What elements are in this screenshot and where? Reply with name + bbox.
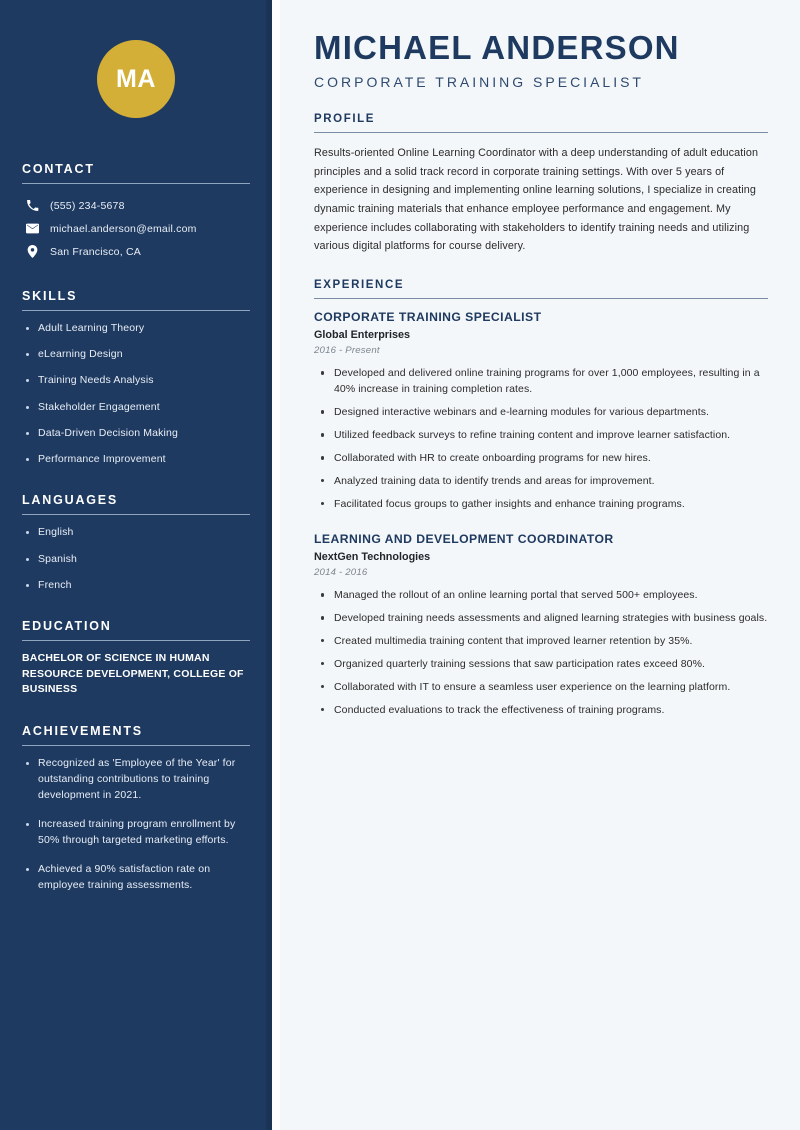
job-company: NextGen Technologies: [314, 551, 431, 564]
contact-location-value: San Francisco, CA: [50, 245, 141, 258]
list-item: Performance Improvement: [22, 452, 250, 467]
job-role: CORPORATE TRAINING SPECIALIST: [314, 310, 542, 325]
phone-icon: [26, 199, 39, 212]
languages-divider: [22, 514, 250, 515]
list-item: Achieved a 90% satisfaction rate on employee training assessments.: [22, 862, 250, 894]
job-company: Global Enterprises: [314, 329, 411, 342]
achievements-divider: [22, 745, 250, 746]
profile-heading: PROFILE: [314, 112, 376, 125]
contact-heading: CONTACT: [22, 162, 95, 176]
list-item: Facilitated focus groups to gather insights and enhance training programs.: [314, 496, 768, 512]
job-dates: 2014 - 2016: [314, 567, 368, 579]
list-item: Data-Driven Decision Making: [22, 426, 250, 441]
education-divider: [22, 640, 250, 641]
experience-heading: EXPERIENCE: [314, 278, 405, 291]
list-item: eLearning Design: [22, 347, 250, 362]
list-item: Organized quarterly training sessions that saw participation rates exceed 80%.: [314, 656, 768, 672]
job-role: LEARNING AND DEVELOPMENT COORDINATOR: [314, 532, 614, 547]
main-outer: [272, 0, 800, 1130]
list-item: English: [22, 525, 250, 540]
list-item: Developed training needs assessments and aligned learning strategies with business goals.: [314, 610, 768, 626]
sidebar-section-languages: [22, 493, 250, 593]
list-item: Spanish: [22, 552, 250, 567]
list-item: Collaborated with IT to ensure a seamless user experience on the learning platform.: [314, 679, 768, 695]
headline-subtitle: CORPORATE TRAINING SPECIALIST: [314, 73, 644, 90]
section-experience: [314, 279, 768, 718]
skills-divider: [22, 310, 250, 311]
envelope-icon: [26, 222, 39, 235]
contact-divider: [22, 183, 250, 184]
profile-divider: [314, 132, 768, 133]
list-item: Increased training program enrollment by 50% through targeted marketing efforts.: [22, 817, 250, 849]
languages-list: [22, 525, 250, 593]
profile-text: Results-oriented Online Learning Coordinator with a deep understanding of adult education principles and a solid track record in corporate training settings. With over 5 years of experience in designing and implementing online learning solutions, I specialize in creating dynamic training materials that enhance employee performance and engagement. My experience includes collaborating with stakeholders to identify training needs and utilizing various digital platforms for course delivery.: [314, 147, 759, 253]
sidebar: [0, 0, 272, 1130]
experience-divider: [314, 298, 768, 299]
experience-entry: [314, 532, 768, 718]
list-item: Developed and delivered online training programs for over 1,000 employees, resulting in a 40% increase in training completion rates.: [314, 365, 768, 398]
list-item: Recognized as 'Employee of the Year' for outstanding contributions to training development in 2021.: [22, 756, 250, 804]
skills-heading: SKILLS: [22, 289, 78, 303]
job-bullet-list: [314, 365, 768, 512]
list-item: Training Needs Analysis: [22, 373, 250, 388]
list-item: Analyzed training data to identify trends and areas for improvement.: [314, 473, 768, 489]
achievements-heading: ACHIEVEMENTS: [22, 724, 143, 739]
languages-heading: LANGUAGES: [22, 493, 119, 508]
contact-item-email[interactable]: [22, 217, 250, 240]
education-entry: BACHELOR OF SCIENCE IN HUMAN RESOURCE DEVELOPMENT, COLLEGE OF BUSINESS: [22, 651, 244, 696]
achievements-list: [22, 756, 250, 894]
contact-item-location[interactable]: [22, 240, 250, 263]
main-content: [280, 0, 800, 1130]
contact-item-phone[interactable]: [22, 194, 250, 217]
list-item: Managed the rollout of an online learning portal that served 500+ employees.: [314, 587, 768, 603]
contact-phone-value: (555) 234-5678: [50, 199, 125, 212]
avatar-wrap: [22, 0, 250, 118]
list-item: Stakeholder Engagement: [22, 400, 250, 415]
contact-email-value: michael.anderson@email.com: [50, 222, 197, 235]
section-profile: [314, 113, 768, 256]
list-item: Collaborated with HR to create onboarding programs for new hires.: [314, 450, 768, 466]
list-item: Utilized feedback surveys to refine training content and improve learner satisfaction.: [314, 427, 768, 443]
location-pin-icon: [26, 245, 39, 258]
list-item: Created multimedia training content that improved learner retention by 35%.: [314, 633, 768, 649]
list-item: Designed interactive webinars and e-learning modules for various departments.: [314, 404, 768, 420]
list-item: French: [22, 578, 250, 593]
sidebar-section-education: [22, 619, 250, 698]
job-dates: 2016 - Present: [314, 345, 380, 357]
education-heading: EDUCATION: [22, 618, 112, 633]
page-title: MICHAEL ANDERSON: [314, 29, 680, 66]
list-item: Adult Learning Theory: [22, 321, 250, 336]
list-item: Conducted evaluations to track the effectiveness of training programs.: [314, 702, 768, 718]
sidebar-section-achievements: [22, 724, 250, 894]
avatar: MA: [97, 40, 175, 118]
sidebar-section-skills: [22, 289, 250, 467]
experience-entry: [314, 310, 768, 512]
skills-list: [22, 321, 250, 467]
job-bullet-list: [314, 587, 768, 718]
sidebar-section-contact: [22, 162, 250, 263]
